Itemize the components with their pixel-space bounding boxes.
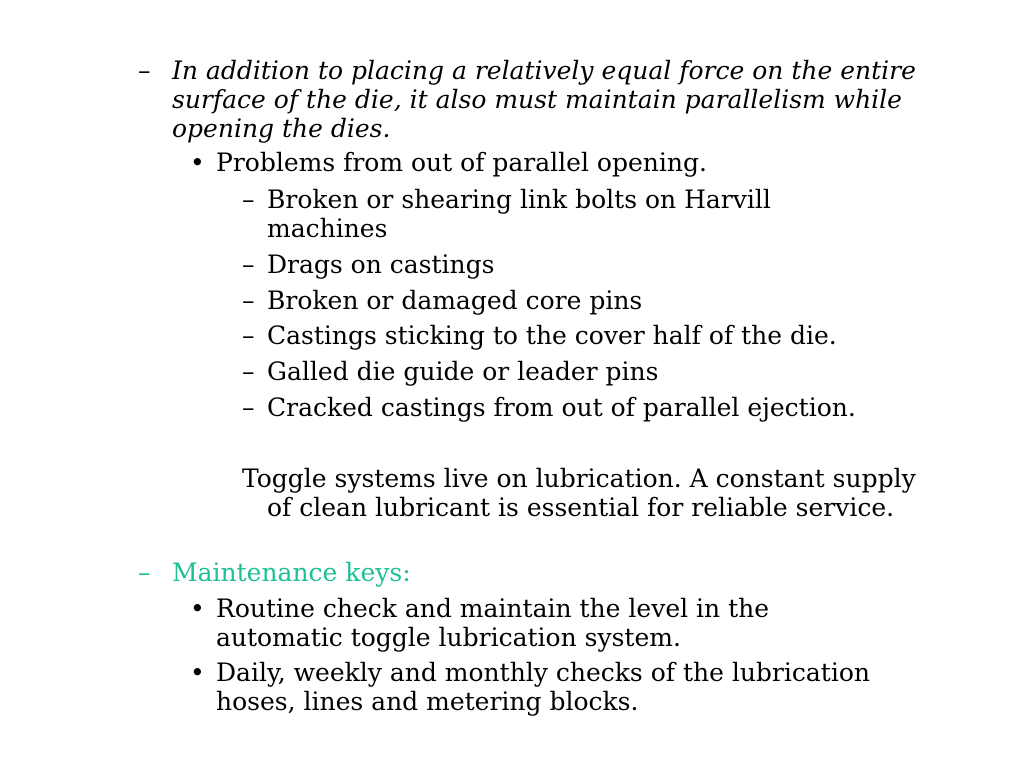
problem-dash: –	[242, 250, 255, 279]
maintenance-text: Daily, weekly and monthly checks of the lubrication hoses, lines and metering blocks.	[216, 658, 870, 716]
intro-dash: –	[138, 56, 151, 85]
problem-text: Castings sticking to the cover half of the die.	[267, 321, 837, 350]
problem-dash: –	[242, 286, 255, 315]
problem-dash: –	[242, 321, 255, 350]
toggle-note: Toggle systems live on lubrication. A constant supply of clean lubricant is essential for reliable service.	[242, 464, 916, 522]
problems-heading: Problems from out of parallel opening.	[216, 148, 707, 177]
maintenance-text: Routine check and maintain the level in the automatic toggle lubrication system.	[216, 594, 770, 652]
problems-bullet: •	[190, 148, 205, 177]
problem-text: Cracked castings from out of parallel ejection.	[267, 393, 856, 422]
intro-text: In addition to placing a relatively equal force on the entire surface of the die, it also must maintain parallelism while opening the dies.	[172, 56, 916, 143]
maintenance-heading: Maintenance keys:	[172, 558, 411, 587]
problem-text: Broken or damaged core pins	[267, 286, 643, 315]
problem-text: Broken or shearing link bolts on Harvill machines	[267, 185, 771, 243]
problem-dash: –	[242, 185, 255, 214]
problem-dash: –	[242, 393, 255, 422]
problem-text: Drags on castings	[267, 250, 495, 279]
maintenance-dash: –	[138, 558, 151, 587]
problem-dash: –	[242, 357, 255, 386]
maintenance-bullet: •	[190, 594, 205, 623]
problem-text: Galled die guide or leader pins	[267, 357, 659, 386]
maintenance-bullet: •	[190, 658, 205, 687]
